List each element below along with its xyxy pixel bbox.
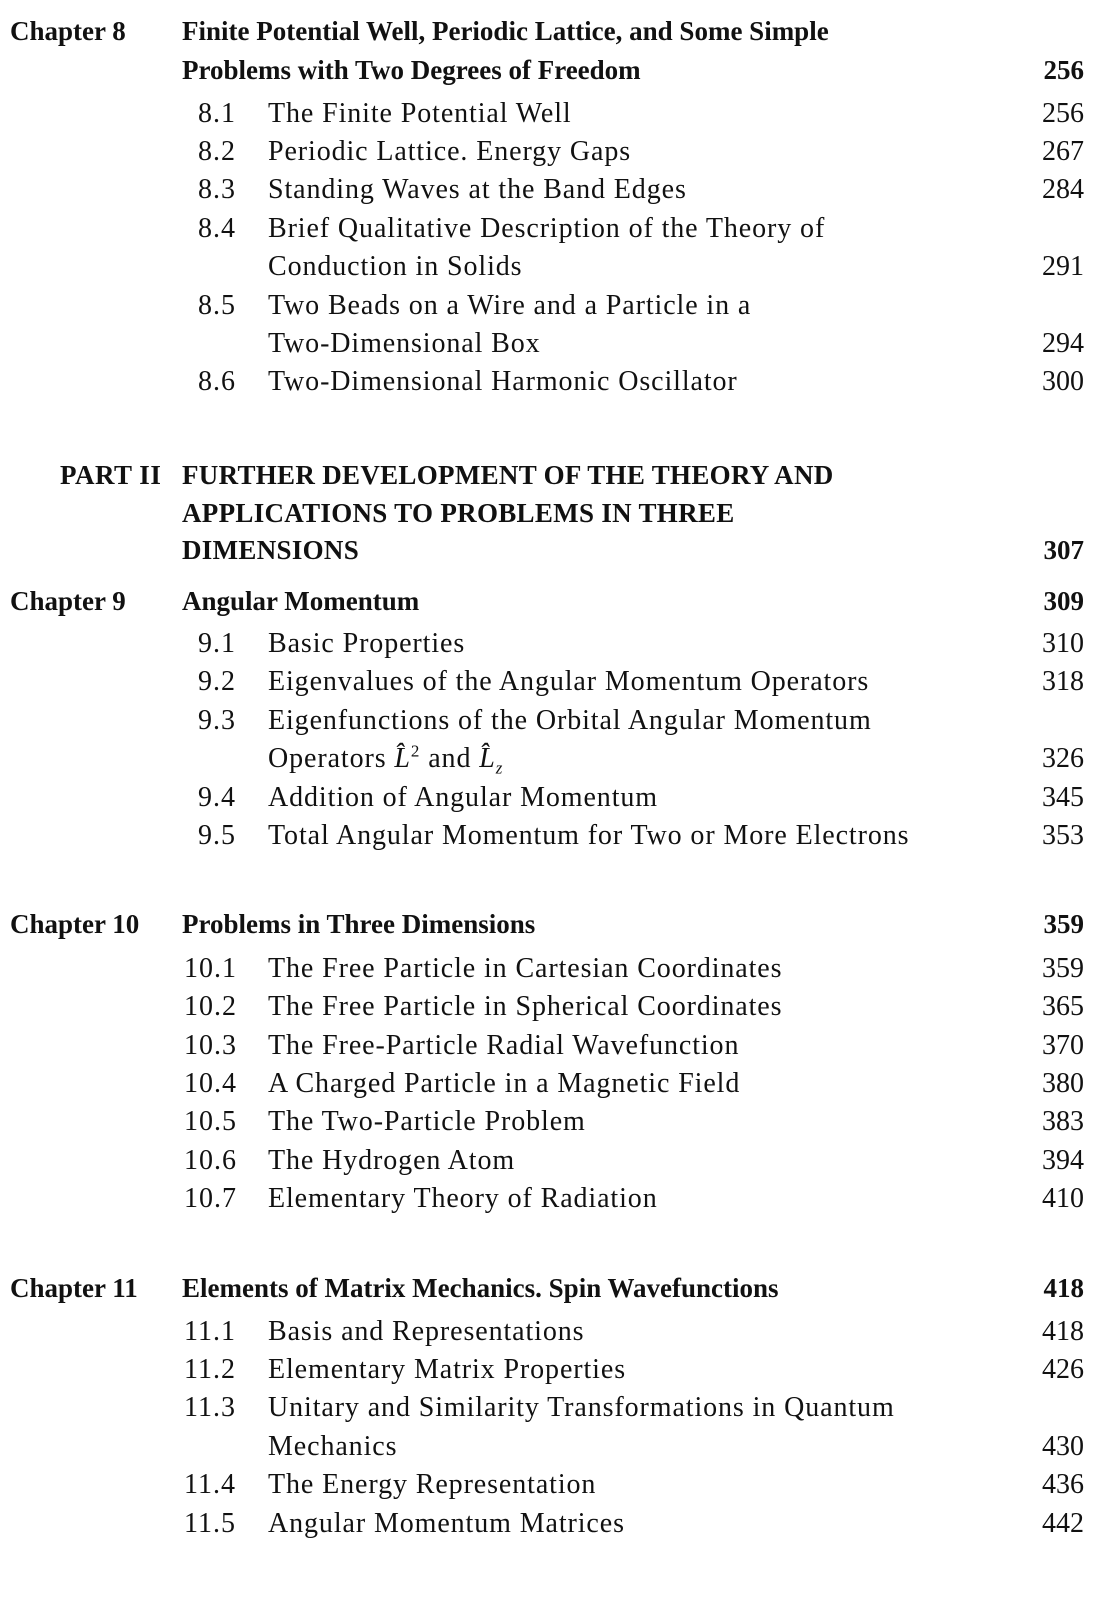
section-number: 9.4 — [198, 782, 236, 813]
section-title-cont: Mechanics — [268, 1431, 398, 1462]
chapter-heading — [0, 12, 1118, 50]
section-number: 9.2 — [198, 666, 236, 697]
section-title: Basic Properties — [268, 628, 466, 659]
l-z-operator: $L̂_z$ — [479, 743, 504, 778]
chapter-title: Problems in Three Dimensions — [182, 909, 536, 939]
section-page: 267 — [1042, 136, 1084, 167]
section-page: 300 — [1042, 366, 1084, 397]
section-page: 310 — [1042, 628, 1084, 659]
section-page: 436 — [1042, 1469, 1084, 1500]
toc-entry — [0, 363, 1118, 401]
toc-entry — [0, 1505, 1118, 1543]
section-title: Addition of Angular Momentum — [268, 782, 658, 813]
section-page: 365 — [1042, 991, 1084, 1022]
section-number: 11.2 — [184, 1354, 236, 1385]
part-heading-cont — [0, 531, 1118, 569]
section-number: 8.3 — [198, 174, 236, 205]
part-label: PART II — [60, 460, 162, 490]
section-page: 318 — [1042, 666, 1084, 697]
chapter-heading — [0, 1269, 1118, 1307]
section-number: 8.2 — [198, 136, 236, 167]
part-page: 307 — [1043, 535, 1084, 565]
section-number: 8.5 — [198, 290, 236, 321]
section-title: Standing Waves at the Band Edges — [268, 174, 687, 205]
section-number: 10.7 — [184, 1183, 237, 1214]
section-title: Brief Qualitative Description of the Theory of — [268, 213, 826, 244]
section-number: 11.3 — [184, 1392, 236, 1423]
section-page: 442 — [1042, 1508, 1084, 1539]
chapter-heading — [0, 582, 1118, 620]
toc-entry — [0, 779, 1118, 817]
section-number: 9.5 — [198, 820, 236, 851]
toc-entry — [0, 625, 1118, 663]
section-title: Eigenfunctions of the Orbital Angular Momentum — [268, 705, 872, 736]
section-title-cont — [268, 740, 503, 778]
section-page: 380 — [1042, 1068, 1084, 1099]
section-title: Angular Momentum Matrices — [268, 1508, 625, 1539]
section-number: 8.4 — [198, 213, 236, 244]
section-title-cont: Two-Dimensional Box — [268, 328, 541, 359]
section-number: 10.1 — [184, 953, 237, 984]
toc-entry — [0, 171, 1118, 209]
operators-word: Operators — [268, 743, 387, 774]
toc-entry — [0, 1389, 1118, 1427]
section-number: 8.1 — [198, 98, 236, 129]
chapter-label: Chapter 9 — [10, 586, 126, 616]
chapter-page: 418 — [1043, 1273, 1084, 1303]
part-title-cont: APPLICATIONS TO PROBLEMS IN THREE — [182, 498, 735, 528]
toc-entry — [0, 95, 1118, 133]
section-title: Unitary and Similarity Transformations in Quantum — [268, 1392, 895, 1423]
chapter-title: Finite Potential Well, Periodic Lattice, and Some Simple — [182, 16, 829, 46]
section-page: 326 — [1042, 743, 1084, 774]
section-page: 418 — [1042, 1316, 1084, 1347]
toc-entry — [0, 1103, 1118, 1141]
toc-entry — [0, 1313, 1118, 1351]
toc-entry — [0, 287, 1118, 325]
toc-entry — [0, 133, 1118, 171]
section-page: 370 — [1042, 1030, 1084, 1061]
section-title: Periodic Lattice. Energy Gaps — [268, 136, 632, 167]
section-title: Total Angular Momentum for Two or More Electrons — [268, 820, 910, 851]
toc-entry — [0, 817, 1118, 855]
toc-entry — [0, 1351, 1118, 1389]
section-title: A Charged Particle in a Magnetic Field — [268, 1068, 741, 1099]
section-page: 291 — [1042, 251, 1084, 282]
section-number: 8.6 — [198, 366, 236, 397]
chapter-title: Elements of Matrix Mechanics. Spin Wavefunctions — [182, 1273, 779, 1303]
section-title: The Free-Particle Radial Wavefunction — [268, 1030, 740, 1061]
section-number: 10.3 — [184, 1030, 237, 1061]
section-page: 426 — [1042, 1354, 1084, 1385]
section-title: Eigenvalues of the Angular Momentum Operators — [268, 666, 870, 697]
part-heading-cont — [0, 494, 1118, 532]
toc-entry — [0, 702, 1118, 740]
section-page: 394 — [1042, 1145, 1084, 1176]
l-squared-operator: L̂$^2$ — [394, 741, 421, 774]
toc-entry — [0, 210, 1118, 248]
chapter-page: 256 — [1043, 55, 1084, 85]
section-title: The Free Particle in Spherical Coordinates — [268, 991, 783, 1022]
toc-entry — [0, 950, 1118, 988]
section-title: The Free Particle in Cartesian Coordinates — [268, 953, 783, 984]
toc-entry — [0, 1027, 1118, 1065]
section-title: Elementary Matrix Properties — [268, 1354, 626, 1385]
section-title: Two-Dimensional Harmonic Oscillator — [268, 366, 738, 397]
section-number: 11.4 — [184, 1469, 236, 1500]
chapter-title-cont: Problems with Two Degrees of Freedom — [182, 55, 641, 85]
section-title: The Finite Potential Well — [268, 98, 572, 129]
section-title: The Two-Particle Problem — [268, 1106, 586, 1137]
toc-entry — [0, 663, 1118, 701]
section-title: Two Beads on a Wire and a Particle in a — [268, 290, 752, 321]
section-page: 410 — [1042, 1183, 1084, 1214]
section-number: 11.1 — [184, 1316, 236, 1347]
toc-entry-cont — [0, 1428, 1118, 1466]
chapter-label: Chapter 8 — [10, 16, 126, 46]
chapter-label: Chapter 11 — [10, 1273, 138, 1303]
toc-entry-cont — [0, 740, 1118, 778]
toc-entry — [0, 1180, 1118, 1218]
section-page: 383 — [1042, 1106, 1084, 1137]
and-word: and — [428, 743, 472, 774]
toc-entry — [0, 1466, 1118, 1504]
section-title-cont: Conduction in Solids — [268, 251, 523, 282]
part-title: FURTHER DEVELOPMENT OF THE THEORY AND — [182, 460, 834, 490]
section-number: 10.6 — [184, 1145, 237, 1176]
chapter-heading-cont — [0, 51, 1118, 89]
section-title: Elementary Theory of Radiation — [268, 1183, 658, 1214]
section-number: 10.5 — [184, 1106, 237, 1137]
section-title: Basis and Representations — [268, 1316, 585, 1347]
toc-entry — [0, 1065, 1118, 1103]
section-number: 9.3 — [198, 705, 236, 736]
section-page: 345 — [1042, 782, 1084, 813]
section-page: 430 — [1042, 1431, 1084, 1462]
section-page: 359 — [1042, 953, 1084, 984]
toc-entry — [0, 1142, 1118, 1180]
section-page: 256 — [1042, 98, 1084, 129]
part-heading — [0, 456, 1118, 494]
section-title: The Energy Representation — [268, 1469, 597, 1500]
toc-entry-cont — [0, 325, 1118, 363]
section-number: 10.2 — [184, 991, 237, 1022]
chapter-title: Angular Momentum — [182, 586, 420, 616]
section-number: 10.4 — [184, 1068, 237, 1099]
toc-entry — [0, 988, 1118, 1026]
chapter-page: 359 — [1043, 909, 1084, 939]
chapter-label: Chapter 10 — [10, 909, 140, 939]
chapter-heading — [0, 905, 1118, 943]
chapter-page: 309 — [1043, 586, 1084, 616]
part-title-cont: DIMENSIONS — [182, 535, 360, 565]
section-page: 353 — [1042, 820, 1084, 851]
section-page: 294 — [1042, 328, 1084, 359]
section-page: 284 — [1042, 174, 1084, 205]
section-title: The Hydrogen Atom — [268, 1145, 516, 1176]
section-number: 9.1 — [198, 628, 236, 659]
toc-entry-cont — [0, 248, 1118, 286]
section-number: 11.5 — [184, 1508, 236, 1539]
